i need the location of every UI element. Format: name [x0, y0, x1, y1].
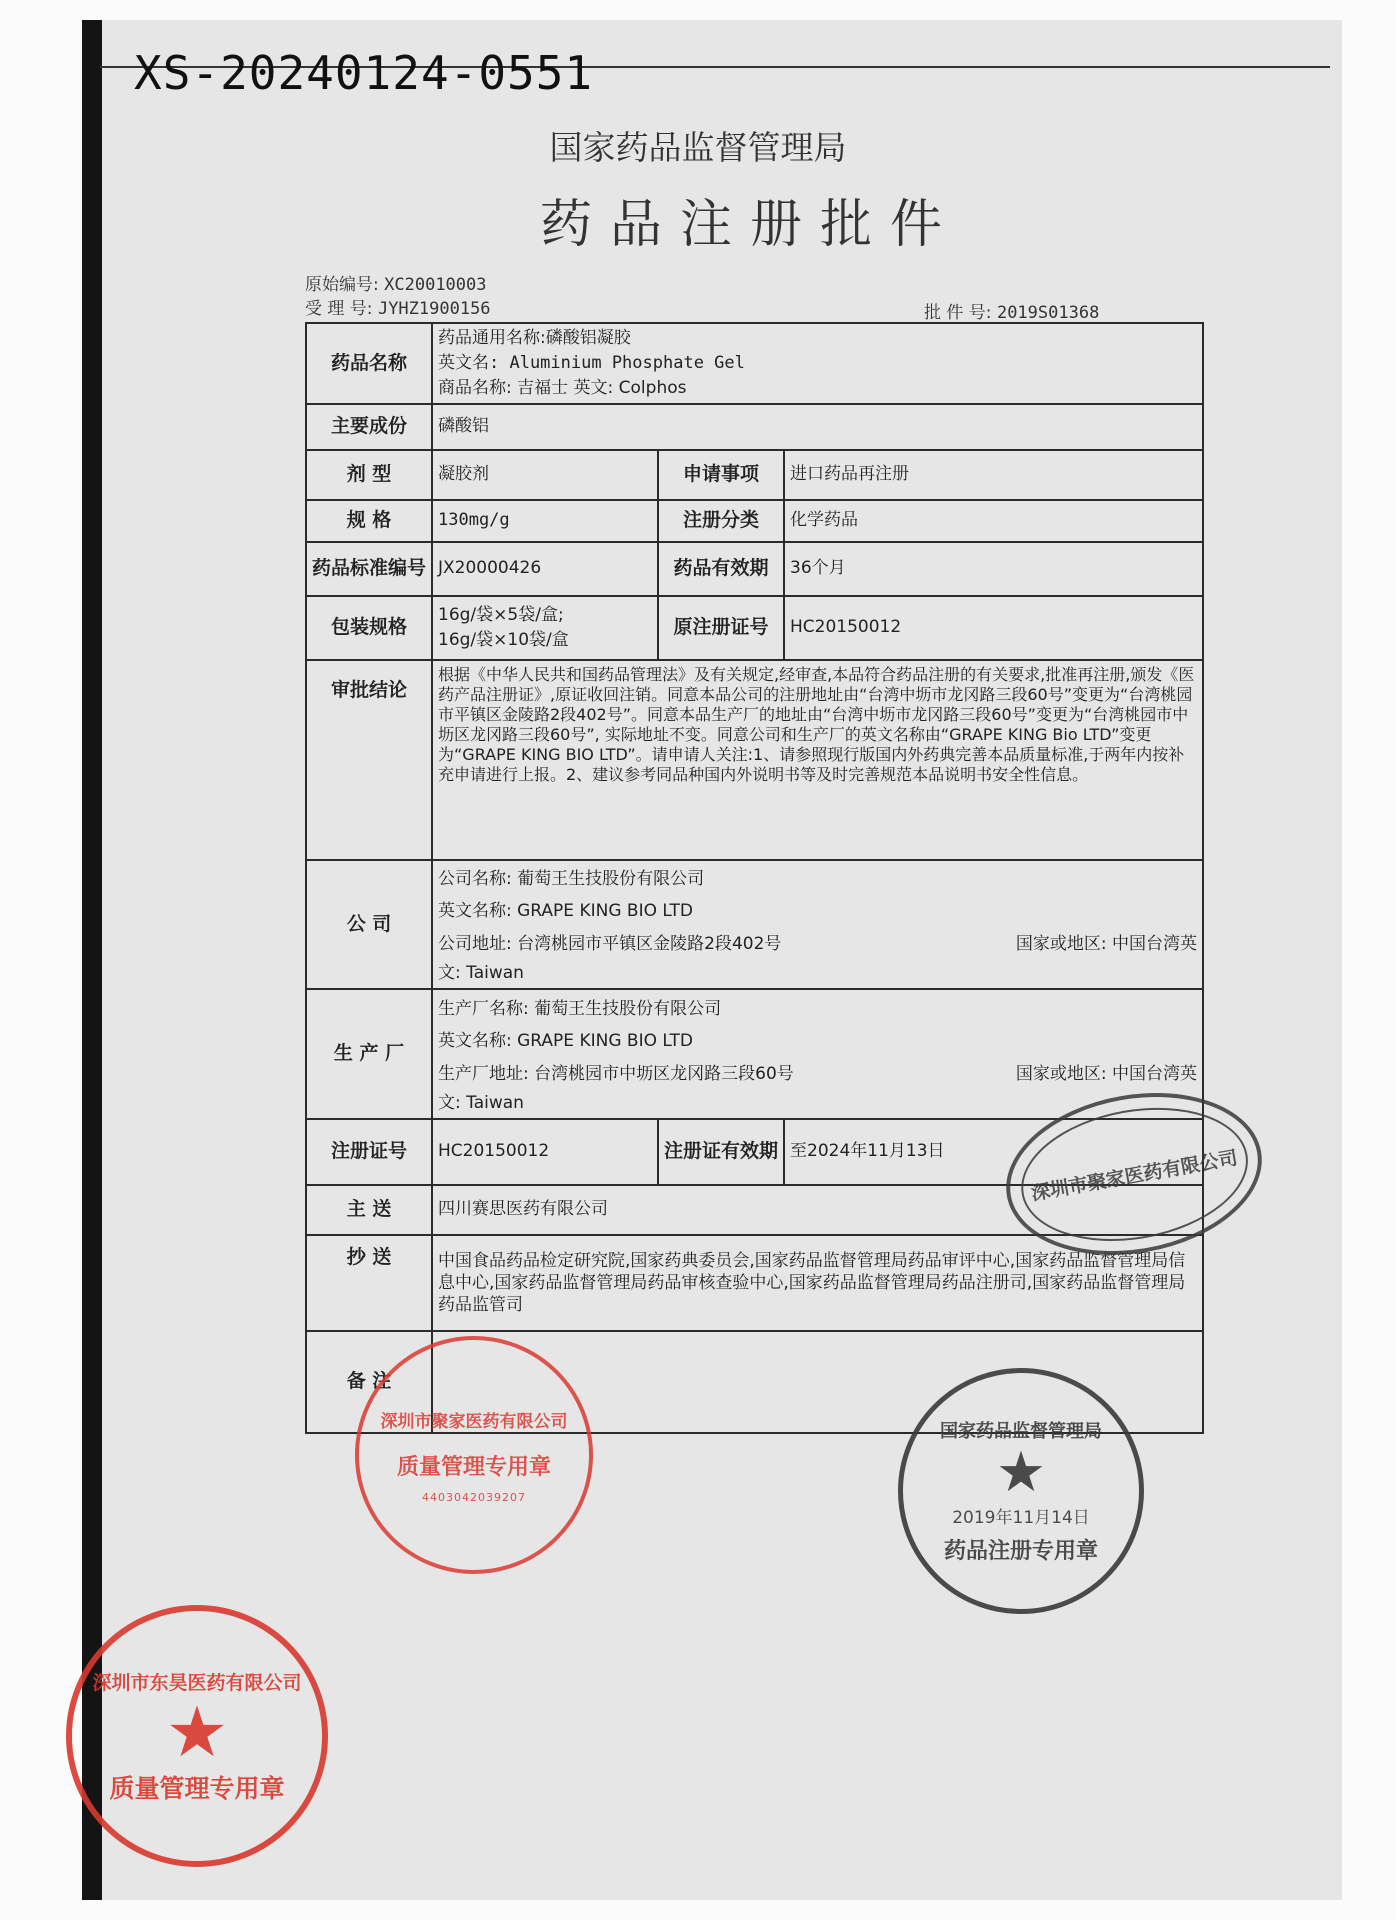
drug-name-cell [432, 323, 1203, 404]
approval-number [924, 298, 1099, 323]
category-label: 注册分类 [658, 500, 784, 542]
package-label: 包装规格 [306, 596, 432, 660]
standard-label: 药品标准编号 [306, 542, 432, 596]
large-red-company-seal [66, 1605, 328, 1867]
manufacturer-address: 生产厂地址: 台湾桃园市中坜区龙冈路三段60号 [438, 1063, 794, 1084]
acceptance-number [305, 294, 491, 319]
company-address: 公司地址: 台湾桃园市平镇区金陵路2段402号 [438, 934, 782, 954]
conclusion-label: 审批结论 [306, 660, 432, 860]
company-label: 公 司 [306, 860, 432, 989]
cc-label: 抄 送 [306, 1235, 432, 1331]
binding-edge [82, 20, 102, 1900]
spec-value: 130mg/g [432, 500, 658, 542]
dosage-form-value: 凝胶剂 [432, 450, 658, 500]
main-recipient-value: 四川赛思医药有限公司 [432, 1185, 1203, 1235]
manufacturer-region-2: 文: Taiwan [438, 1092, 524, 1113]
ingredient-label: 主要成份 [306, 404, 432, 450]
row-drug-name [306, 323, 1203, 404]
row-manufacturer [306, 989, 1203, 1119]
package-cell [432, 596, 658, 660]
official-seal-date: 2019年11月14日 [952, 1508, 1090, 1528]
agency-name: 国家药品监督管理局 [549, 128, 847, 167]
red-star-icon: ★ [165, 1690, 229, 1773]
cc-value: 中国食品药品检定研究院,国家药典委员会,国家药品监督管理局药品审评中心,国家药品监督管理局信息中心,国家药品监督管理局药品审核查验中心,国家药品监督管理局药品注册司,国家药品监督管理局药品监管司 [432, 1235, 1203, 1331]
validity-value: 36个月 [784, 542, 1203, 596]
generic-name: 药品通用名称:磷酸铝凝胶 [438, 328, 631, 348]
row-company [306, 860, 1203, 989]
red-seal-bottom: 质量管理专用章 [396, 1454, 551, 1480]
manufacturer-label: 生 产 厂 [306, 989, 432, 1119]
company-region: 国家或地区: 中国台湾英 [1015, 934, 1198, 954]
package-line-1: 16g/袋×5袋/盒; [438, 605, 564, 625]
red-seal-top: 深圳市聚家医药有限公司 [380, 1411, 568, 1432]
application-value: 进口药品再注册 [784, 450, 1203, 500]
company-english: 英文名称: GRAPE KING BIO LTD [438, 901, 693, 921]
row-dosage [306, 450, 1203, 500]
row-spec [306, 500, 1203, 542]
conclusion-text: 根据《中华人民共和国药品管理法》及有关规定,经审查,本品符合药品注册的有关要求,批准再注册,颁发《医药产品注册证》,原证收回注销。同意本品公司的注册地址由“台湾中坜市龙冈路三段60号”变更为“台湾桃园市平镇区金陵路2段402号”。同意本品生产厂的地址由“台湾中坜市龙冈路三段60号”变更为“台湾桃园市中坜区龙冈路三段60号”, 实际地址不变。同意公司和生产厂的英文名称由“GRAPE KING Bio LTD”变更为“GRAPE KING BIO LTD”。请申请人关注:1、请参照现行版国内外药典完善本品质量标准,于两年内按补充申请进行上报。2、建议参考同品种国内外说明书等及时完善规范本品说明书安全性信息。 [432, 660, 1203, 860]
ingredient-value: 磷酸铝 [432, 404, 1203, 450]
official-nmpa-seal [898, 1368, 1144, 1614]
star-icon: ★ [995, 1440, 1047, 1505]
cert-value: HC20150012 [432, 1119, 658, 1185]
red-seal-code: 4403042039207 [422, 1490, 526, 1504]
cert-valid-label: 注册证有效期 [658, 1119, 784, 1185]
trade-name: 商品名称: 吉福士 英文: Colphos [438, 378, 687, 398]
orig-cert-label: 原注册证号 [658, 596, 784, 660]
standard-value: JX20000426 [432, 542, 658, 596]
row-ingredient [306, 404, 1203, 450]
approval-number-label: 批 件 号: [924, 303, 992, 323]
gray-seal-text: 深圳市聚家医药有限公司 [1029, 1146, 1240, 1205]
official-seal-top: 国家药品监督管理局 [940, 1421, 1102, 1442]
original-number [305, 270, 487, 295]
drug-name-label: 药品名称 [306, 323, 432, 404]
manufacturer-english: 英文名称: GRAPE KING BIO LTD [438, 1030, 693, 1051]
english-name: 英文名: Aluminium Phosphate Gel [438, 353, 745, 373]
large-seal-top: 深圳市东昊医药有限公司 [92, 1671, 302, 1694]
cert-label: 注册证号 [306, 1119, 432, 1185]
official-seal-bottom: 药品注册专用章 [943, 1539, 1098, 1564]
application-label: 申请事项 [658, 450, 784, 500]
row-standard [306, 542, 1203, 596]
category-value: 化学药品 [784, 500, 1203, 542]
company-address-row [438, 927, 1197, 961]
row-conclusion [306, 660, 1203, 860]
spec-label: 规 格 [306, 500, 432, 542]
manufacturer-cell [432, 989, 1203, 1119]
company-region-2: 文: Taiwan [438, 963, 524, 983]
package-line-2: 16g/袋×10袋/盒 [438, 630, 569, 650]
main-recipient-label: 主 送 [306, 1185, 432, 1235]
dosage-form-label: 剂 型 [306, 450, 432, 500]
original-number-value: XC20010003 [384, 275, 487, 295]
large-seal-bottom: 质量管理专用章 [109, 1773, 285, 1803]
original-number-label: 原始编号: [305, 275, 379, 295]
company-name: 公司名称: 葡萄王生技股份有限公司 [438, 869, 705, 889]
red-quality-seal [355, 1336, 593, 1574]
orig-cert-value: HC20150012 [784, 596, 1203, 660]
remarks-label: 备 注 [306, 1331, 432, 1433]
acceptance-number-label: 受 理 号: [305, 299, 373, 319]
manufacturer-region: 国家或地区: 中国台湾英 [1015, 1063, 1198, 1084]
acceptance-number-value: JYHZ1900156 [377, 299, 491, 319]
manufacturer-address-row [438, 1057, 1197, 1091]
validity-label: 药品有效期 [658, 542, 784, 596]
registration-table [305, 322, 1204, 1434]
cert-valid-value: 至2024年11月13日 [784, 1119, 1203, 1185]
document-number: XS-20240124-0551 [134, 46, 594, 100]
company-cell [432, 860, 1203, 989]
document-title: 药品注册批件 [539, 195, 960, 255]
approval-number-value: 2019S01368 [996, 303, 1100, 323]
row-package [306, 596, 1203, 660]
manufacturer-name: 生产厂名称: 葡萄王生技股份有限公司 [438, 998, 722, 1019]
